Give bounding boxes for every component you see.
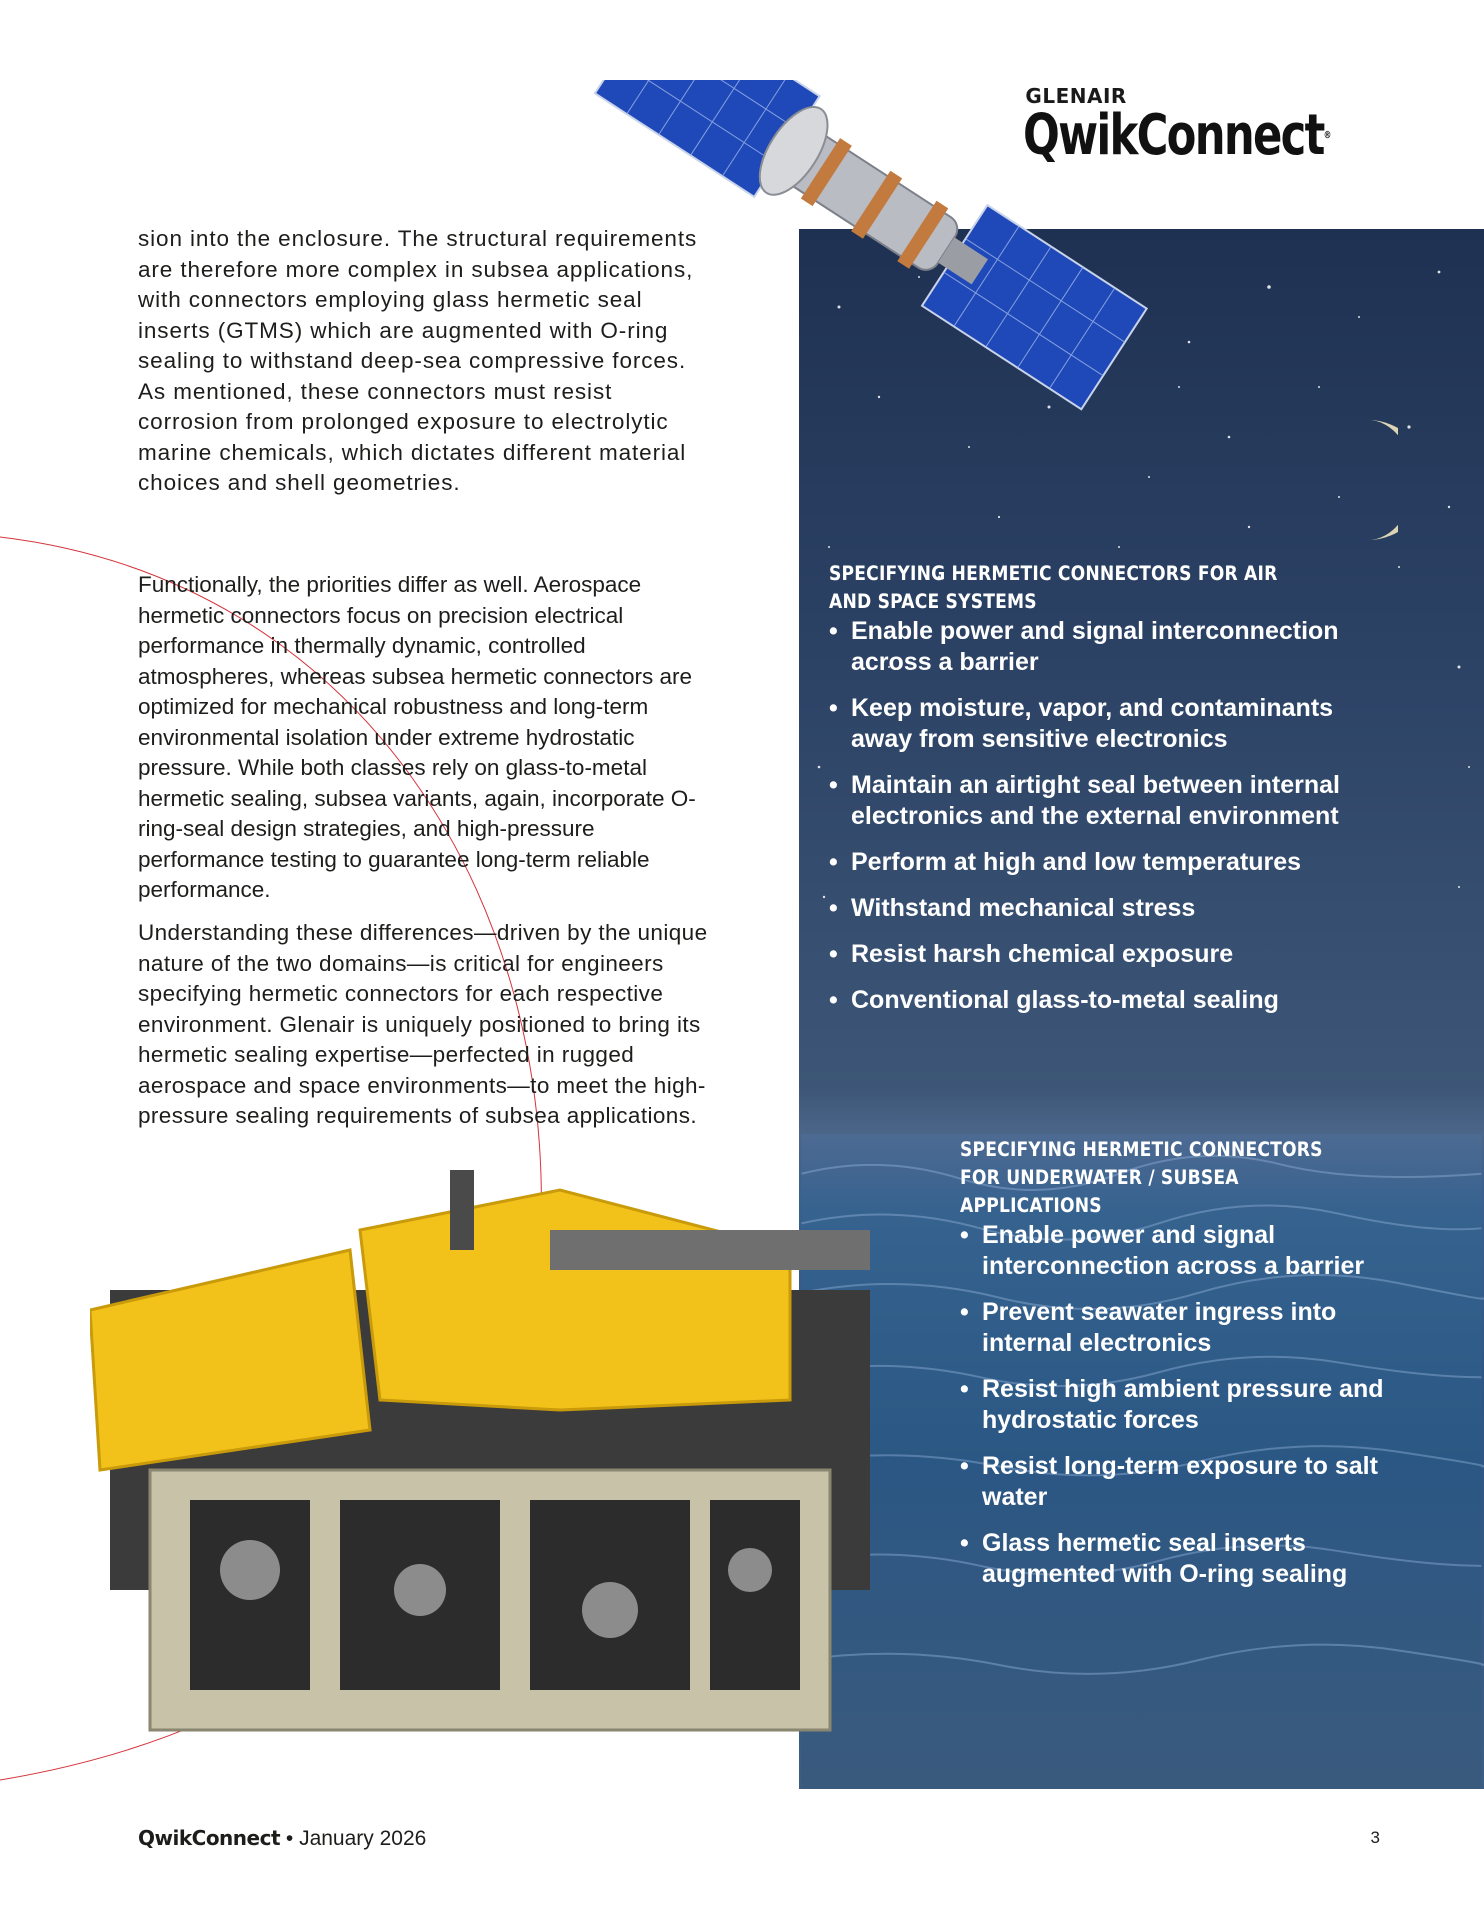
subsea-rov-image [90, 1170, 880, 1790]
brand-tm: ® [1324, 130, 1331, 141]
list-item: • Conventional glass-to-metal sealing [829, 985, 1389, 1016]
satellite-image [470, 80, 1150, 520]
list-item: • Maintain an airtight seal between internal electronics and the external environment [829, 770, 1389, 832]
brand-title-text: QwikConnect [1023, 103, 1325, 168]
list-item: • Prevent seawater ingress into internal electronics [960, 1297, 1390, 1359]
subsea-list [960, 1220, 1390, 1590]
list-item: • Withstand mechanical stress [829, 893, 1389, 924]
brand-company: GLENAIR [1025, 84, 1127, 108]
list-item: • Resist harsh chemical exposure [829, 939, 1389, 970]
page-number: 3 [1370, 1828, 1380, 1847]
list-item: • Keep moisture, vapor, and contaminants away from sensitive electronics [829, 693, 1389, 755]
list-item: • Glass hermetic seal inserts augmented with O-ring sealing [960, 1528, 1390, 1590]
body-paragraph-2: Functionally, the priorities differ as well. Aerospace hermetic connectors focus on precision electrical performance in thermally dynamic, controlled atmospheres, whereas subsea hermetic connectors are optimized for mechanical robustness and long-term environmental isolation under extreme hydrostatic pressure. While both classes rely on glass-to-metal hermetic sealing, subsea variants, again, incorporate O-ring-seal design strategies, and high-pressure performance testing to guarantee long-term reliable performance. [138, 572, 696, 902]
subsea-panel [960, 1136, 1390, 1605]
footer-date: January 2026 [299, 1827, 427, 1850]
air-space-panel [829, 560, 1389, 1031]
body-paragraph-1: sion into the enclosure. The structural requirements are therefore more complex in subsea applications, with connectors employing glass hermetic seal inserts (GTMS) which are augmented with O-ring sealing to withstand deep-sea compressive forces. As mentioned, these connectors must resist corrosion from prolonged exposure to electrolytic marine chemicals, which dictates different material choices and shell geometries. [138, 226, 698, 495]
list-item: • Enable power and signal interconnection across a barrier [829, 616, 1389, 678]
page-footer [138, 1826, 426, 1851]
footer-brand: QwikConnect [138, 1826, 281, 1850]
crescent-moon-image [1338, 420, 1398, 540]
list-item: • Resist long-term exposure to salt water [960, 1451, 1390, 1513]
air-space-list [829, 616, 1389, 1016]
list-item: • Enable power and signal interconnection across a barrier [960, 1220, 1390, 1282]
footer-separator: • [285, 1827, 294, 1850]
body-paragraph-3: Understanding these differences—driven by the unique nature of the two domains—is critical for engineers specifying hermetic connectors for each respective environment. Glenair is uniquely positioned to bring its hermetic sealing expertise—perfected in rugged aerospace and space environments—to meet the high-pressure sealing requirements of subsea applications. [138, 920, 708, 1128]
subsea-heading: SPECIFYING HERMETIC CONNECTORS FOR UNDERWATER / SUBSEA APPLICATIONS [960, 1138, 1323, 1217]
air-space-heading: SPECIFYING HERMETIC CONNECTORS FOR AIR AND SPACE SYSTEMS [829, 562, 1278, 613]
list-item: • Resist high ambient pressure and hydrostatic forces [960, 1374, 1390, 1436]
list-item: • Perform at high and low temperatures [829, 847, 1389, 878]
